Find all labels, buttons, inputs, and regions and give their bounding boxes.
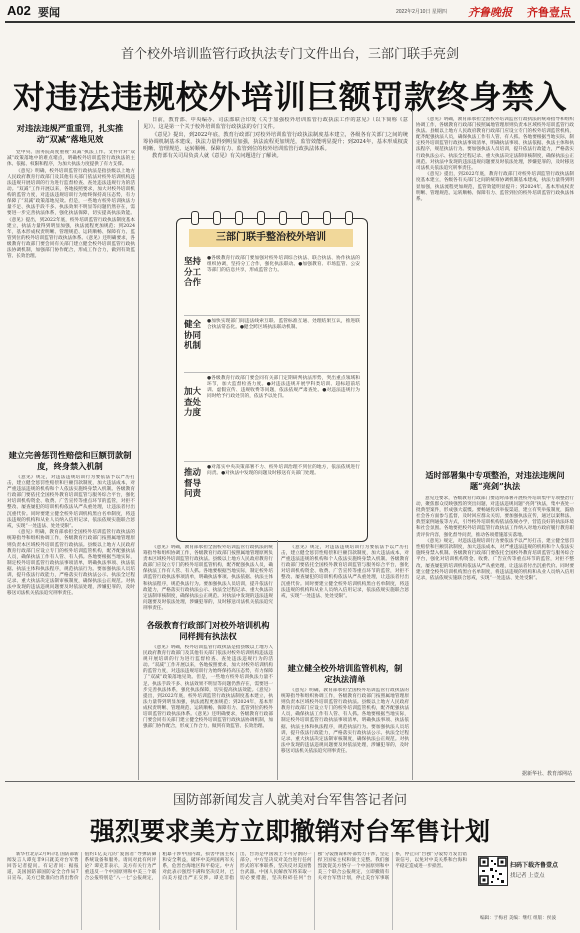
- subhead-3: 各级教育行政部门对校外培训机构同样拥有执法权: [146, 620, 270, 641]
- row-label: 加大查处力度: [184, 387, 202, 418]
- right-body-a2: 《意见》提出，到2022年底，教育行政部门对校外培训监管行政执法制度基本建立，各级各有关部门之间的统筹协调机制基本建成，执法力量得到明显加强，执法流程更加规范，监管效能明显提升；到2024年，基本形成权责明晰、管理规范、运转顺畅、保障有力、监管到位的校外培训监管行政执法体系。: [416, 172, 574, 202]
- intro-paragraph: 日前，教育部、中央编办、司法部联合印发《关于加强校外培训监管行政执法工作的意见》（以下简称《意见》）。这是第一个关于校外培训监管行政执法的专门文件。: [143, 117, 408, 130]
- second-kicker: 国防部新闻发言人就美对台军售答记者问: [172, 793, 407, 808]
- right-body-a: 《意见》明确，教育部承担全国校外培训监管行政执法的统筹指导和组织协调工作，各级教育行政部门按照属地管理原则负责本区域校外培训监管行政执法。县级以上地方人民政府教育行政部门应设立专门的校外培训监管机构，配齐配强执法人员，确保执法工作有人管、有人抓。各地要根据当地实际，制定校外培训监管行政执法事项清单，明确执法事项、执法依据、执法主体和执法程序，规范执法行为。要加强执法人员培训，提升依法行政能力，严格落实行政执法公示、执法全过程记录、重大执法决定法制审核制度，确保执法公正规范。对执法中发现的违法违规问题要及时依法处理，涉嫌犯罪的，及时移送司法机关依法追究刑事责任。: [416, 117, 574, 171]
- center-lower-text: [143, 545, 273, 615]
- row-label: 健全协同机制: [184, 320, 202, 351]
- lead-kicker: 首个校外培训监管行政执法专门文件出台，三部门联手亮剑: [120, 47, 459, 62]
- right-text-a: [416, 117, 574, 462]
- qr-label: 扫码下载齐鲁壹点: [510, 863, 559, 869]
- second-body: 新华社北京2月9日电 国防部新闻发言人谭克非9日就美对台军售回答记者提问。有记者问：据报道，美国国防部国防安全合作局7日宣布，美方已批准向台湾出售价值约1亿美元的“爱国者”导弹防御系统设备和服务。请问对此有何评论？谭克非表示，美方有关行为严重违反一个中国原则和中美三个联合公报特别是“八一七”公报规定，粗暴干涉中国内政，损害中国主权和安全利益，破坏中美两国两军关系，危害台海地区和平稳定。中方对此表示强烈不满和坚决反对，已向美方提出严正交涉。谭克非指出，台湾是中国领土不可分割的一部分，中方坚决反对美台进行任何形式的军事联系，坚决反对美国售台武器。中国人民解放军将采取一切必要措施，坚决粉碎任何“台独”分裂图谋和外部势力干涉，坚定捍卫国家主权和领土完整。我们强烈敦促美方恪守一个中国原则和中美三个联合公报规定，立即撤销有关对台军售计划，停止美台军事联系，停止向“台独”分裂势力发出错误信号，以免对中美关系和台海和平稳定造成进一步损害。: [7, 852, 467, 882]
- para-c: 教育部有关司局负责人就《意见》有关问题进行了解读。: [152, 153, 282, 159]
- subhead-5: 适时部署集中专项整治，对违法违规问题“亮剑”执法: [425, 470, 565, 491]
- row-text: ●加快实现部门间违法线索互联、监管标准互通、处理结果互认，推进联合执法常态化。●健全跨区域执法联动机制。: [207, 319, 360, 331]
- infobox-row: [184, 253, 360, 316]
- infobox-row: [184, 373, 360, 462]
- source-byline: 据新华社、教育部网站: [521, 771, 572, 777]
- para-a: 党中央、国务院高度重视“双减”执法工作。文件针对“双减”政策落地中的难点堵点，明确校外培训监管行政执法的主体、依据、权限和程序，为加大执法力度提供了有力支撑。: [7, 150, 135, 168]
- subhead-2: 建立完善惩罚性赔偿和巨额罚款制度，终身禁入机制: [8, 450, 132, 471]
- qr-code: [478, 856, 508, 886]
- right-body-b2: 《意见》规定，对违法违规培训行为要依法予以严厉打击，建立健全惩罚性赔偿和巨额罚款制度，加大违法成本，对严重违法违规的机构和个人依法实施终身禁入机制。各级教育行政部门要依托全国校外教育培训监管与服务综合平台，强化对培训机构资金、收费、广告宣传等重点环节的监管，对拒不整改、屡查屡犯的培训机构依法从严从重处理，让违法者付出沉重代价。同时要建立健全校外培训机构黑白名单制度，将违法违规的机构和从业人员纳入信用记录，依法依规实施联合惩戒，实现“一处违法、处处受限”。: [416, 539, 574, 581]
- center-right-text: [281, 545, 409, 660]
- column-divider-1: [138, 120, 139, 780]
- row-label: 坚持分工合作: [184, 257, 202, 288]
- qr-pattern: [479, 857, 507, 885]
- center-body-d: 《意见》明确，教育部承担全国校外培训监管行政执法的统筹指导和组织协调工作，各级教育行政部门按照属地管理原则负责本区域校外培训监管行政执法。县级以上地方人民政府教育行政部门应设立专门的校外培训监管机构，配齐配强执法人员，确保执法工作有人管、有人抓。各地要根据当地实际，制定校外培训监管行政执法事项清单，明确执法事项、执法依据、执法主体和执法程序，规范执法行为。要加强执法人员培训，提升依法行政能力，严格落实行政执法公示、执法全过程记录、重大执法决定法制审核制度，确保执法公正规范。对执法中发现的违法违规问题要及时依法处理，涉嫌犯罪的，及时移送司法机关依法追究刑事责任。: [281, 688, 409, 754]
- ring-icon: [257, 211, 265, 225]
- column-divider-3: [412, 110, 413, 780]
- row-label: 推动督导问责: [184, 468, 202, 499]
- center-body-c: 《意见》规定，对违法违规培训行为要依法予以严厉打击，建立健全惩罚性赔偿和巨额罚款制度，加大违法成本，对严重违法违规的机构和个人依法实施终身禁入机制。各级教育行政部门要依托全国校外教育培训监管与服务综合平台，强化对培训机构资金、收费、广告宣传等重点环节的监管，对拒不整改、屡查屡犯的培训机构依法从严从重处理，让违法者付出沉重代价。同时要建立健全校外培训机构黑白名单制度，将违法违规的机构和从业人员纳入信用记录，依法依规实施联合惩戒，实现“一处违法、处处受限”。: [281, 545, 409, 599]
- left-body-a: 《意见》明确，校外培训监管行政执法是指县级以上地方人民政府教育行政部门及其他有关部门依法对校外培训机构违法违规开展培训的行为进行监督检查、查处违法违规行为的活动。“双减”工作开展以来，各地按照要求，加大对校外培训机构的监管力度，对违法违规培训行为始终保持高压态势，有力保障了“双减”政策落地见效。但是，一些地方校外培训执法力量不足、执法手段不多、执法效果不明显等问题仍然存在，需要进一步完善执法体系，强化执法保障，切实提高执法效能。《意见》提出，到2022年底，校外培训监管行政执法制度基本建立，执法力量得到明显加强，执法流程更加规范；到2024年，基本形成权责明晰、管理规范、运转顺畅、保障有力、监管到位的校外培训监管行政执法体系。《意见》还明确要求，各级教育行政部门要会同有关部门建立健全校外培训监管行政执法协调机制，加强部门协作配合，形成工作合力，做到有效监管、长效治理。: [7, 168, 135, 260]
- ring-icon: [235, 211, 243, 225]
- lead-headline: 对违法违规校外培训巨额罚款终身禁入: [12, 78, 568, 116]
- masthead-logo: 齐鲁晚报: [468, 6, 512, 19]
- right-body-b: 意见还要求，各级教育行政部门要适时部署开展校外培训集中专项整治行动，聚焦群众反映强烈的突出问题，对违法违规问题“亮剑”执法，集中查处一批典型案件，形成强大震慑。要畅通投诉举报渠道，建立有奖举报制度，鼓励社会各方面参与监督，及时回应群众关切。要加强执法宣传，通过以案释法、典型案例通报等方式，引导校外培训机构依法依规办学，营造良好的执法环境和社会氛围。各地要把校外培训监管行政执法工作纳入对地方政府履行教育职责评价内容，强化督导问责，推动各项措施落实落地。: [416, 496, 574, 538]
- infobox-row: [184, 316, 360, 373]
- ring-icon: [191, 211, 199, 225]
- ring-icon: [323, 211, 331, 225]
- center-right-text-b: [281, 688, 409, 778]
- center-body-a: 《意见》明确，教育部承担全国校外培训监管行政执法的统筹指导和组织协调工作，各级教育行政部门按照属地管理原则负责本区域校外培训监管行政执法。县级以上地方人民政府教育行政部门应设立专门的校外培训监管机构，配齐配强执法人员，确保执法工作有人管、有人抓。各地要根据当地实际，制定校外培训监管行政执法事项清单，明确执法事项、执法依据、执法主体和执法程序，规范执法行为。要加强执法人员培训，提升依法行政能力，严格落实行政执法公示、执法全过程记录、重大执法决定法制审核制度，确保执法公正规范。对执法中发现的违法违规问题要及时依法处理，涉嫌犯罪的，及时移送司法机关依法追究刑事责任。: [143, 545, 273, 611]
- para-b: 《意见》提出，到2022年底，教育行政部门对校外培训监管行政执法制度基本建立，各级各有关部门之间的统筹协调机制基本建成，执法力量得到明显加强，执法流程更加规范，监管效能明显提升；到2024年，基本形成权责明晰、管理规范、运转顺畅、保障有力、监管到位的校外培训监管行政执法体系。: [143, 131, 408, 152]
- center-intro: [143, 117, 408, 217]
- second-headline: 强烈要求美方立即撤销对台军售计划: [89, 817, 490, 846]
- right-text-b: [416, 496, 574, 768]
- row-text: ●各级教育行政部门要加强对校外培训综合执法、联合执法、协作执法的组织协调，坚持分工合作，强化执法联动。●加强教育、市场监管、公安等部门的信息共享，形成监管合力。: [207, 256, 360, 274]
- row-text: ●对落实中央决策部署不力、校外培训治理不到位的地方，依法依规进行问责。●对执法中发现的问题及时移送有关部门处理。: [207, 465, 360, 477]
- left-text-b: [7, 475, 135, 775]
- left-body-b: 《意见》规定，对违法违规培训行为要依法予以严厉打击，建立健全惩罚性赔偿和巨额罚款制度，加大违法成本，对严重违法违规的机构和个人依法实施终身禁入机制。各级教育行政部门要依托全国校外教育培训监管与服务综合平台，强化对培训机构资金、收费、广告宣传等重点环节的监管，对拒不整改、屡查屡犯的培训机构依法从严从重处理，让违法者付出沉重代价。同时要建立健全校外培训机构黑白名单制度，将违法违规的机构和从业人员纳入信用记录，依法依规实施联合惩戒，实现“一处违法、处处受限”。: [7, 475, 135, 529]
- staff-credits: 编辑：于梅君 美编：继红 组版：侯波: [480, 915, 557, 920]
- left-text-a: [7, 150, 135, 415]
- header-rule: [5, 21, 575, 23]
- issue-date: 2022年2月10日 星期四: [396, 9, 447, 15]
- row-text: ●各级教育行政部门要会同有关部门定期研判执法形势，突出重点领域和环节，加大监督检查力度。●对违法违规开展学科类培训、超标超前培训、虚假宣传、违规收费等问题，依法依规严肃查处。●对违法违规行为同时给予行政处罚的，依法予以处罚。: [207, 376, 360, 400]
- column-divider-2: [277, 540, 278, 780]
- section-separator: [5, 781, 575, 782]
- brand-logo: 齐鲁壹点: [527, 7, 571, 19]
- subhead-4: 建立健全校外培训监管机构，制定执法清单: [287, 663, 403, 684]
- page-number: A02: [7, 3, 31, 18]
- ring-icon: [213, 211, 221, 225]
- page-header: [0, 0, 580, 22]
- left-body-b2: 《意见》明确，教育部承担全国校外培训监管行政执法的统筹指导和组织协调工作，各级教育行政部门按照属地管理原则负责本区域校外培训监管行政执法。县级以上地方人民政府教育行政部门应设立专门的校外培训监管机构，配齐配强执法人员，确保执法工作有人管、有人抓。各地要根据当地实际，制定校外培训监管行政执法事项清单，明确执法事项、执法依据、执法主体和执法程序，规范执法行为。要加强执法人员培训，提升依法行政能力，严格落实行政执法公示、执法全过程记录、重大执法决定法制审核制度，确保执法公正规范。对执法中发现的违法违规问题要及时依法处理，涉嫌犯罪的，及时移送司法机关依法追究刑事责任。: [7, 530, 135, 597]
- section-name: 要闻: [38, 7, 60, 19]
- infobox-title: 三部门联手整治校外培训: [189, 229, 353, 247]
- ring-icon: [301, 211, 309, 225]
- ring-icon: [345, 211, 353, 225]
- center-body-b: 《意见》明确，校外培训监管行政执法是指县级以上地方人民政府教育行政部门及其他有关部门依法对校外培训机构违法违规开展培训的行为进行监督检查、查处违法违规行为的活动。“双减”工作开展以来，各地按照要求，加大对校外培训机构的监管力度，对违法违规培训行为始终保持高压态势，有力保障了“双减”政策落地见效。但是，一些地方校外培训执法力量不足、执法手段不多、执法效果不明显等问题仍然存在，需要进一步完善执法体系，强化执法保障，切实提高执法效能。《意见》提出，到2022年底，校外培训监管行政执法制度基本建立，执法力量得到明显加强，执法流程更加规范；到2024年，基本形成权责明晰、管理规范、运转顺畅、保障有力、监管到位的校外培训监管行政执法体系。《意见》还明确要求，各级教育行政部门要会同有关部门建立健全校外培训监管行政执法协调机制，加强部门协作配合，形成工作合力，做到有效监管、长效治理。: [143, 645, 273, 730]
- binder-rings: [191, 211, 353, 225]
- infobox-row: [184, 462, 360, 530]
- infobox: [176, 218, 368, 542]
- subhead-1: 对违法违规严重重罚，扎实推动“双减”落地见效: [16, 123, 124, 144]
- contact-line: 找记者 上壹点: [510, 873, 545, 879]
- ring-icon: [279, 211, 287, 225]
- center-lower-text-b: [143, 645, 273, 777]
- infobox-rows: [184, 253, 360, 530]
